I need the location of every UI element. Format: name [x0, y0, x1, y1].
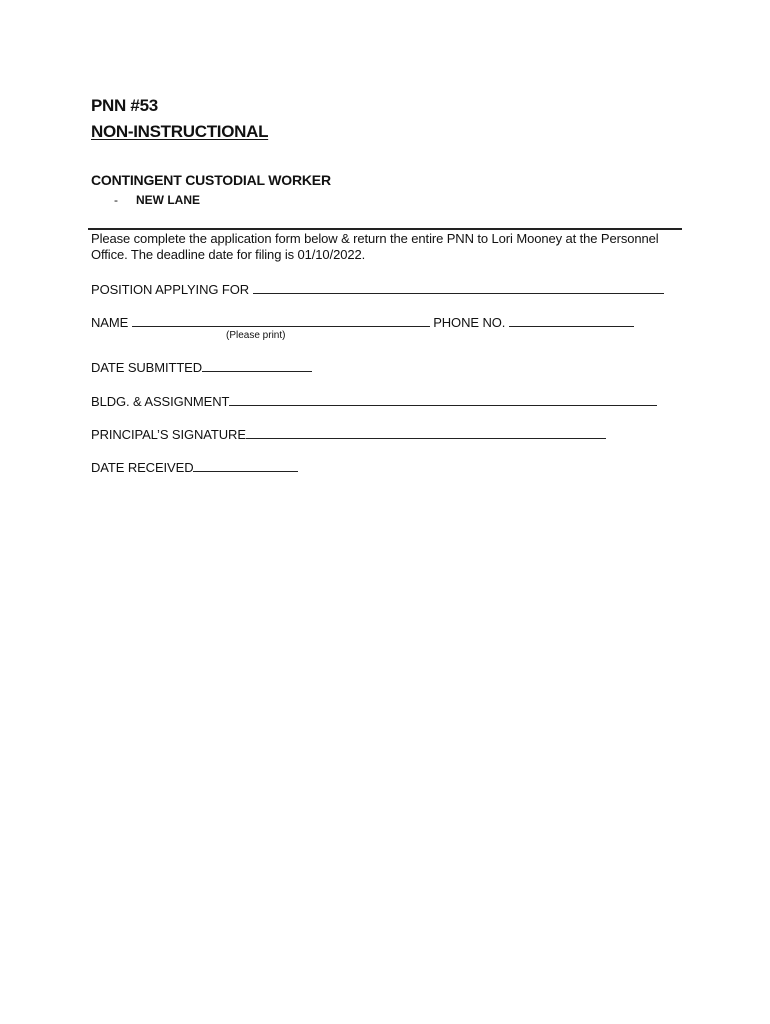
date-submitted-row [91, 359, 312, 376]
assignment-label: BLDG. & ASSIGNMENT [91, 394, 230, 409]
assignment-row [91, 393, 657, 410]
section-divider [88, 228, 682, 230]
category-heading: NON-INSTRUCTIONAL [91, 122, 269, 141]
assignment-field[interactable] [229, 393, 657, 406]
position-applying-row [91, 281, 664, 298]
job-title: CONTINGENT CUSTODIAL WORKER [91, 172, 331, 188]
principal-signature-field[interactable] [246, 426, 606, 439]
phone-field[interactable] [509, 314, 634, 327]
name-print-hint: (Please print) [226, 330, 286, 341]
location-list-item [114, 193, 200, 207]
name-field[interactable] [132, 314, 430, 327]
principal-signature-row [91, 426, 606, 443]
list-bullet: - [114, 193, 118, 207]
instructions-text: Please complete the application form below & return the entire PNN to Lori Mooney at the Personnel Office. The deadline date for filing is 01/10/2022. [91, 231, 659, 262]
name-phone-row [91, 314, 634, 331]
position-applying-label: POSITION APPLYING FOR [91, 282, 250, 297]
date-submitted-field[interactable] [202, 359, 312, 372]
date-submitted-label: DATE SUBMITTED [91, 360, 203, 375]
name-label: NAME [91, 315, 129, 330]
principal-signature-label: PRINCIPAL’S SIGNATURE [91, 427, 246, 442]
date-received-field[interactable] [193, 459, 298, 472]
date-received-label: DATE RECEIVED [91, 460, 194, 475]
pnn-number-heading: PNN #53 [91, 96, 158, 115]
position-applying-field[interactable] [253, 281, 664, 294]
location-label: NEW LANE [136, 193, 200, 207]
phone-label: PHONE NO. [433, 315, 506, 330]
date-received-row [91, 459, 298, 476]
